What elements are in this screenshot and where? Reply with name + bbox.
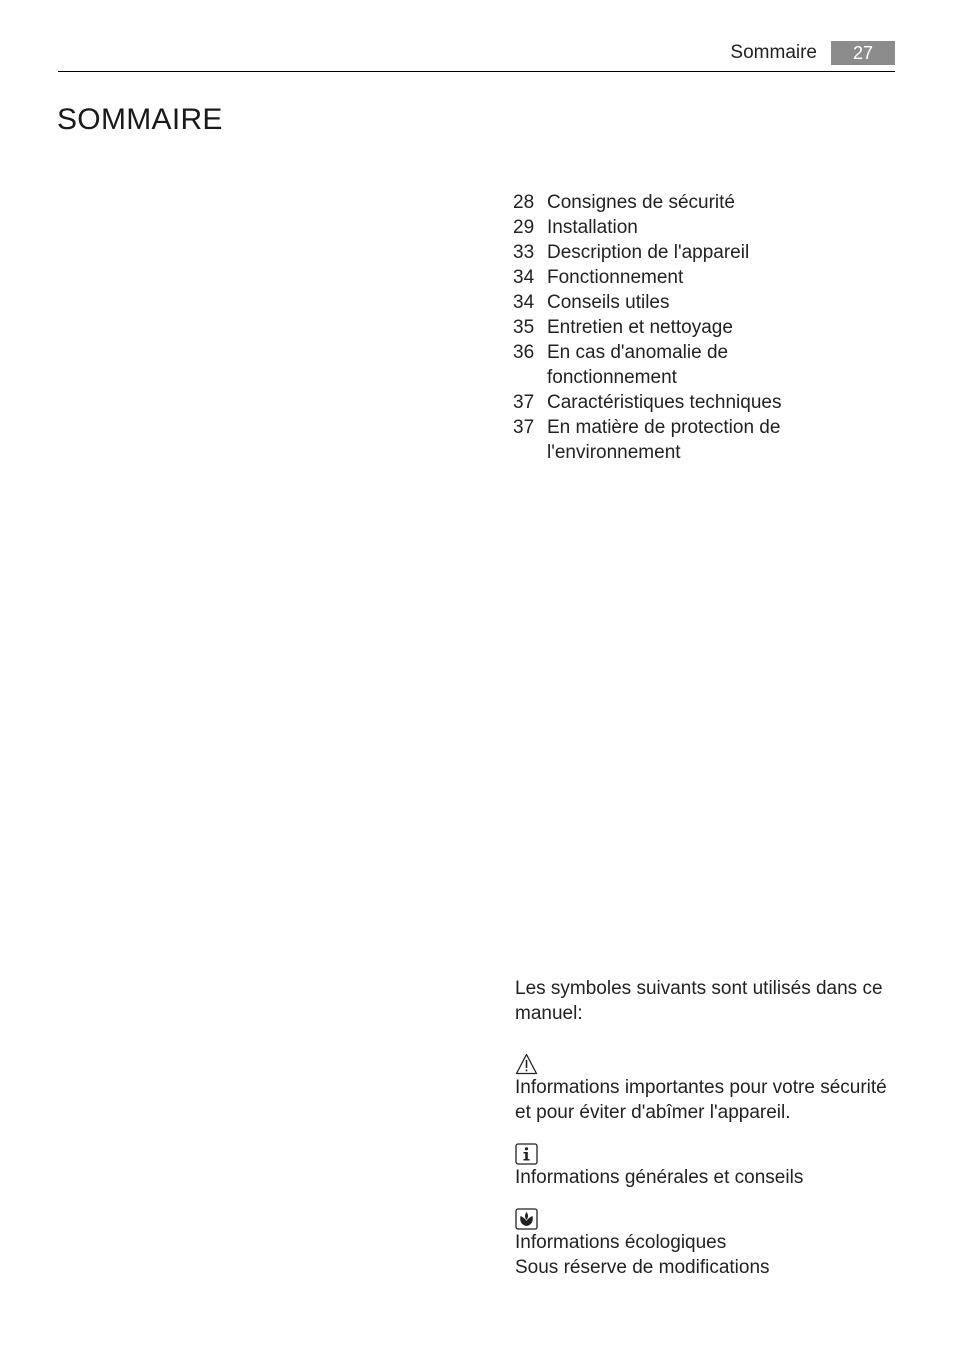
toc-label: Fonctionnement — [547, 267, 684, 288]
eco-icon — [515, 1208, 538, 1230]
toc-label: Consignes de sécurité — [547, 192, 735, 213]
info-icon — [515, 1143, 538, 1165]
toc-page-number: 35 — [513, 317, 535, 338]
page-header — [58, 40, 895, 72]
toc-item[interactable] — [513, 415, 903, 465]
toc-page-number: 36 — [513, 342, 535, 363]
toc-label: Installation — [547, 217, 638, 238]
page-title: SOMMAIRE — [57, 103, 223, 136]
toc-page-number: 34 — [513, 267, 535, 288]
toc-item[interactable] — [513, 315, 903, 340]
warning-icon — [515, 1053, 538, 1075]
toc-label: Conseils utiles — [547, 292, 670, 313]
toc-item[interactable] — [513, 390, 903, 415]
toc-item[interactable] — [513, 290, 903, 315]
toc-label: Description de l'appareil — [547, 242, 750, 263]
toc-page-number: 29 — [513, 217, 535, 238]
toc-page-number: 34 — [513, 292, 535, 313]
toc-item[interactable] — [513, 240, 903, 265]
toc-page-number: 33 — [513, 242, 535, 263]
symbols-legend — [515, 976, 905, 1280]
header-section-title: Sommaire — [730, 42, 817, 63]
toc-page-number: 37 — [513, 392, 535, 413]
toc-page-number: 28 — [513, 192, 535, 213]
toc-item[interactable] — [513, 265, 903, 290]
toc-label: Caractéristiques techniques — [547, 392, 782, 413]
table-of-contents — [513, 190, 903, 465]
toc-label: Entretien et nettoyage — [547, 317, 733, 338]
symbols-intro: Les symboles suivants sont utilisés dans ce manuel: — [515, 978, 883, 1024]
symbol-description: Informations écologiques — [515, 1232, 727, 1253]
toc-label: En matière de protection de l'environnement — [547, 417, 781, 463]
toc-page-number: 37 — [513, 417, 535, 438]
symbol-description: Informations importantes pour votre sécurité et pour éviter d'abîmer l'appareil. — [515, 1077, 887, 1123]
page-number-badge: 27 — [831, 41, 895, 65]
toc-item[interactable] — [513, 215, 903, 240]
toc-item[interactable] — [513, 340, 903, 390]
symbols-footer: Sous réserve de modifications — [515, 1257, 770, 1278]
toc-label: En cas d'anomalie de fonctionnement — [547, 342, 729, 388]
symbol-description: Informations générales et conseils — [515, 1167, 804, 1188]
toc-item[interactable] — [513, 190, 903, 215]
